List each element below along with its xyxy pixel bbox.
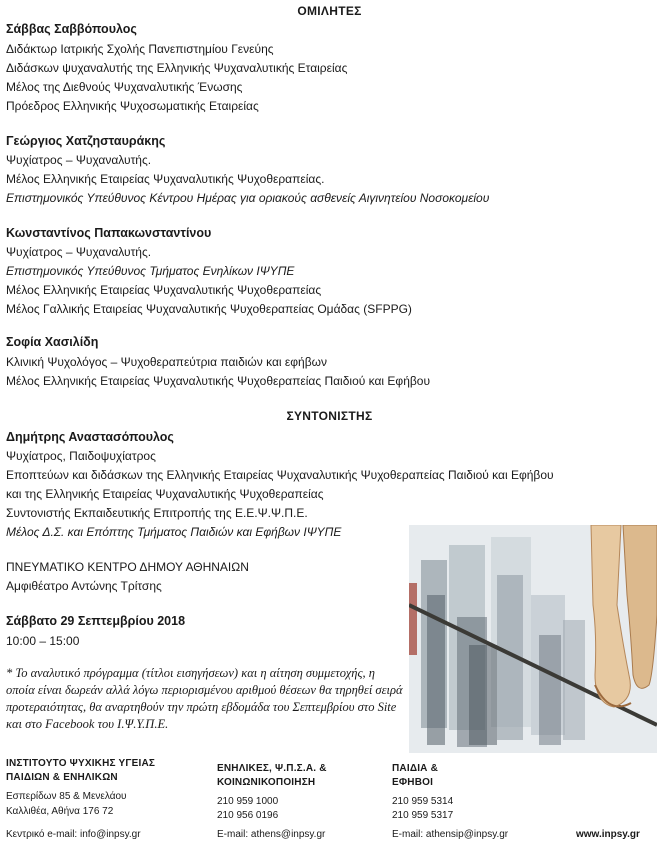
coordinator-name: Δημήτρης Αναστασόπουλος	[6, 430, 174, 444]
coordinator-line: Ψυχίατρος, Παιδοψυχίατρος	[6, 449, 156, 463]
venue-hall: Αμφιθέατρο Αντώνης Τρίτσης	[6, 579, 162, 593]
speaker-line: Ψυχίατρος – Ψυχαναλυτής.	[6, 153, 152, 167]
footer-children-email[interactable]: E-mail: athensip@inpsy.gr	[392, 829, 509, 840]
speaker-line: Μέλος της Διεθνούς Ψυχαναλυτικής Ένωσης	[6, 80, 243, 94]
footer-website-link[interactable]: www.inpsy.gr	[576, 829, 640, 840]
speaker-line: Μέλος Ελληνικής Εταιρείας Ψυχαναλυτικής Ψυχοθεραπείας.	[6, 172, 325, 186]
speakers-heading: ΟΜΙΛΗΤΕΣ	[297, 4, 362, 18]
coordinator-line: Μέλος Δ.Σ. και Επόπτης Τμήματος Παιδιών και Εφήβων ΙΨΥΠΕ	[6, 525, 342, 539]
event-time: 10:00 – 15:00	[6, 634, 80, 648]
speaker-line: Μέλος Ελληνικής Εταιρείας Ψυχαναλυτικής Ψυχοθεραπείας Παιδιού και Εφήβου	[6, 374, 431, 388]
painting-image	[409, 525, 657, 753]
coordinator-heading: ΣΥΝΤΟΝΙΣΤΗΣ	[286, 409, 373, 423]
footer-adults-email[interactable]: E-mail: athens@inpsy.gr	[217, 829, 326, 840]
red-accent	[409, 583, 417, 655]
footer-institute-title: ΙΝΣΤΙΤΟΥΤΟ ΨΥΧΙΚΗΣ ΥΓΕΙΑΣ ΠΑΙΔΙΩΝ & ΕΝΗΛΙΚΩΝ	[6, 758, 156, 783]
speaker-line: Μέλος Ελληνικής Εταιρείας Ψυχαναλυτικής Ψυχοθεραπείας	[6, 283, 322, 297]
coordinator-line: και της Ελληνικής Εταιρείας Ψυχαναλυτικής Ψυχοθεραπείας	[6, 487, 324, 501]
footer-phone[interactable]: 210 959 1000	[217, 796, 279, 807]
speaker-name: Σάββας Σαββόπουλος	[6, 22, 137, 36]
building-shape	[539, 635, 561, 745]
speaker-line: Πρόεδρος Ελληνικής Ψυχοσωματικής Εταιρείας	[6, 99, 259, 113]
coordinator-line: Εποπτεύων και διδάσκων της Ελληνικής Εταιρείας Ψυχαναλυτικής Ψυχοθεραπείας Παιδιού και Εφήβου	[6, 468, 554, 482]
footer-phone[interactable]: 210 959 5317	[392, 810, 454, 821]
speaker-name: Γεώργιος Χατζησταυράκης	[6, 134, 166, 148]
building-shape	[469, 645, 497, 745]
footer-address-line: Εσπερίδων 85 & Μενελάου	[6, 791, 127, 802]
speaker-line: Επιστημονικός Υπεύθυνος Κέντρου Ημέρας για οριακούς ασθενείς Αιγινητείου Νοσοκομείου	[6, 191, 490, 205]
venue-name: ΠΝΕΥΜΑΤΙΚΟ ΚΕΝΤΡΟ ΔΗΜΟΥ ΑΘΗΝΑΙΩΝ	[6, 560, 249, 574]
speaker-name: Κωνσταντίνος Παπακωνσταντίνου	[6, 226, 212, 240]
speaker-name: Σοφία Χασιλίδη	[6, 335, 99, 349]
speaker-line: Μέλος Γαλλικής Εταιρείας Ψυχαναλυτικής Ψυχοθεραπείας Ομάδας (SFPPG)	[6, 302, 412, 316]
speaker-line: Διδάσκων ψυχαναλυτής της Ελληνικής Ψυχαναλυτικής Εταιρείας	[6, 61, 348, 75]
footer-phone[interactable]: 210 956 0196	[217, 810, 279, 821]
registration-note: * Το αναλυτικό πρόγραμμα (τίτλοι εισηγήσεων) και η αίτηση συμμετοχής, η οποία είναι δωρεάν αλλά λόγω περιορισμένου αριθμού θέσεων θα τηρηθεί σειρά προτεραιότητας, θα αναρτηθούν την πρώτη εβδομάδα του Σεπτεμβρίου στο Site και στο Facebook του Ι.Ψ.Υ.Π.Ε.	[6, 666, 403, 731]
footer-adults-title: ΕΝΗΛΙΚΕΣ, Ψ.Π.Σ.Α. & ΚΟΙΝΩΝΙΚΟΠΟΙΗΣΗ	[217, 763, 327, 788]
footer-children-title: ΠΑΙΔΙΑ & ΕΦΗΒΟΙ	[392, 763, 439, 788]
footer-address-line: Καλλιθέα, Αθήνα 176 72	[6, 806, 114, 817]
coordinator-line: Συντονιστής Εκπαιδευτικής Επιτροπής της Ε.Ε.Ψ.Ψ.Π.Ε.	[6, 506, 308, 520]
event-date: Σάββατο 29 Σεπτεμβρίου 2018	[6, 614, 186, 628]
footer-main-email[interactable]: Κεντρικό e-mail: info@inpsy.gr	[6, 829, 141, 840]
speaker-line: Διδάκτωρ Ιατρικής Σχολής Πανεπιστημίου Γενεύης	[6, 42, 274, 56]
speaker-line: Ψυχίατρος – Ψυχαναλυτής.	[6, 245, 152, 259]
speaker-line: Επιστημονικός Υπεύθυνος Τμήματος Ενηλίκων ΙΨΥΠΕ	[6, 264, 295, 278]
footer-phone[interactable]: 210 959 5314	[392, 796, 454, 807]
speaker-line: Κλινική Ψυχολόγος – Ψυχοθεραπεύτρια παιδιών και εφήβων	[6, 355, 327, 369]
